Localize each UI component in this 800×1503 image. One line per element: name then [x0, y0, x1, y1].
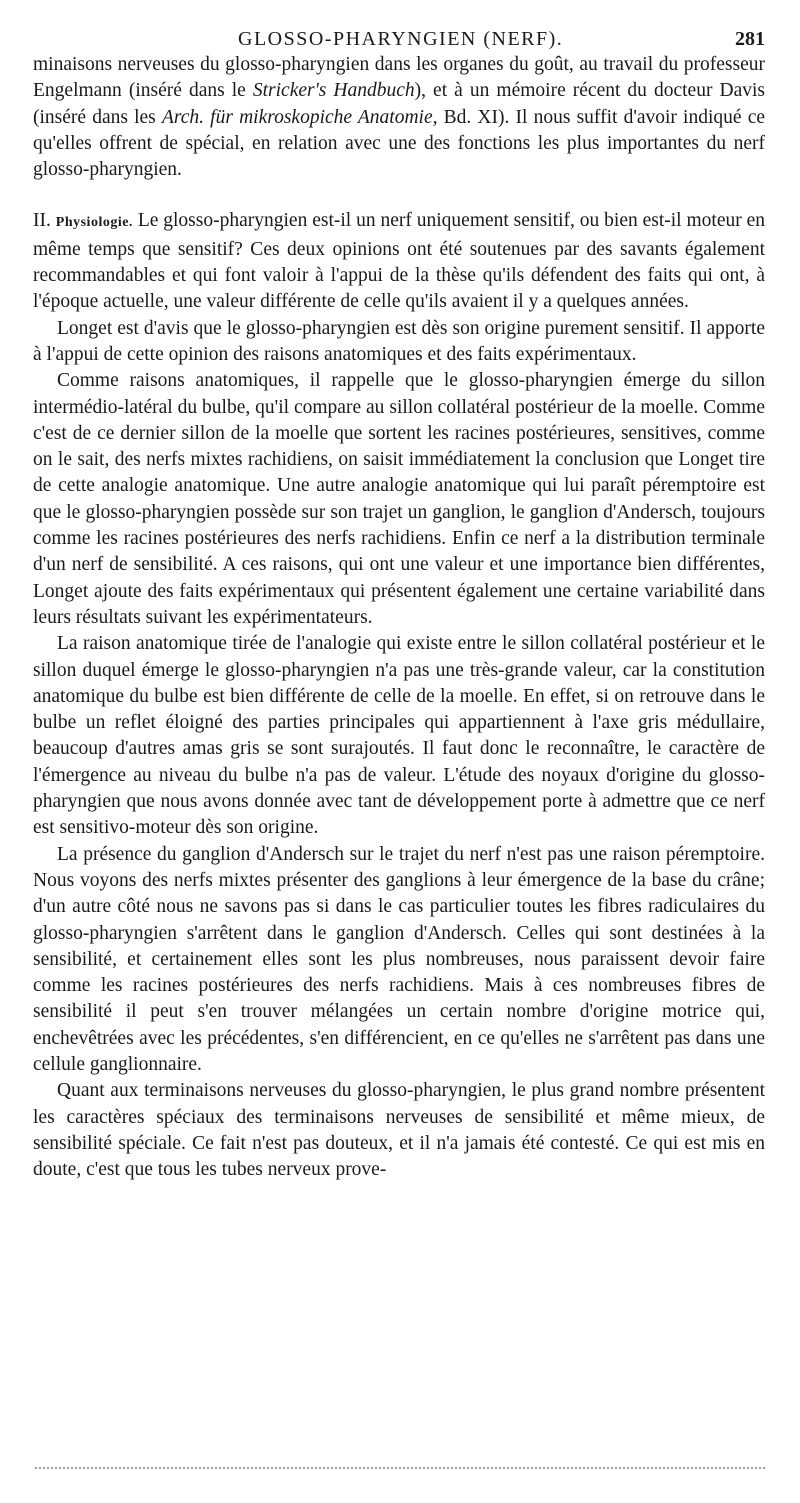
- intro-paragraph: [33, 52, 765, 183]
- section-number: II.: [33, 210, 51, 232]
- paragraph-raison-anatomique-sillon: La raison anatomique tirée de l'analogie qui existe entre le sillon collatéral postérieur et le sillon duquel émerge le glosso-pharyngien n'a pas une très-grande valeur, car la constitution anatomique du bulbe est bien différente de celle de la moelle. En effet, si on retrouve dans le bulbe un reflet éloigné des parties principales qui appartiennent à l'axe gris médullaire, beaucoup d'autres amas gris se sont surajoutés. Il faut donc le reconnaître, le caractère de l'émergence au niveau du bulbe n'a pas de valeur. L'étude des noyaux d'origine du glosso-pharyngien que nous avons donnée avec tant de développement porte à admettre que ce nerf est sensitivo-moteur dès son origine.: [33, 633, 765, 839]
- section-physiologie-opening: [33, 208, 765, 315]
- paragraph-ganglion-andersch: La présence du ganglion d'Andersch sur le trajet du nerf n'est pas une raison péremptoire. Nous voyons des nerfs mixtes présenter des ganglions à leur émergence de la base du crâne; d'un autre côté nous ne savons pas si dans le cas particulier toutes les fibres radiculaires du glosso-pharyngien s'arrêtent dans le ganglion d'Andersch. Celles qui sont destinées à la sensibilité, et certainement elles sont les plus nombreuses, nous paraissent devoir faire comme les racines postérieures des nerfs rachidiens. Mais à ces nombreuses fibres de sensibilité il peut s'en trouver mélangées un certain nombre d'origine motrice qui, enchevêtrées avec les précédentes, s'en différencient, en ce qu'elles ne s'arrêtent pas dans une cellule ganglionnaire.: [33, 843, 765, 1075]
- intro-citation-arch: Arch. für mikroskopiche Anatomie,: [161, 106, 438, 128]
- book-page: [33, 22, 765, 1183]
- running-head: [33, 22, 765, 52]
- paragraph-longet-avis: Longet est d'avis que le glosso-pharyngien est dès son origine purement sensitif. Il apporte à l'appui de cette opinion des raisons anatomiques et des faits expérimentaux.: [33, 317, 765, 365]
- footer-dotted-rule: [35, 1467, 765, 1469]
- running-title: GLOSSO-PHARYNGIEN (NERF).: [238, 28, 564, 50]
- section-title: Physiologie.: [55, 215, 133, 231]
- intro-text-c: Bd. XI). Il nous suffit d'avoir indiqué ce qu'elles offrent de spécial, en relation avec une des fonctions les plus importantes du nerf glosso-pharyngien.: [33, 106, 766, 181]
- paragraph-terminaisons-nerveuses: Quant aux terminaisons nerveuses du glosso-pharyngien, le plus grand nombre présentent les caractères spéciaux des terminaisons nerveuses de sensibilité et même mieux, de sensibilité spéciale. Ce fait n'est pas douteux, et il n'a jamais été contesté. Ce qui est mis en doute, c'est que tous les tubes nerveux prove-: [33, 1080, 765, 1181]
- intro-text-b: ), et à un mémoire récent du docteur Davis (inséré dans les: [33, 80, 765, 128]
- intro-citation-stricker: Stricker's Handbuch: [252, 80, 415, 102]
- intro-text-a: minaisons nerveuses du glosso-pharyngien dans les organes du goût, au travail du professeur Engelmann (inséré dans le: [33, 54, 765, 102]
- paragraph-raisons-anatomiques: Comme raisons anatomiques, il rappelle que le glosso-pharyngien émerge du sillon intermédio-latéral du bulbe, qu'il compare au sillon collatéral postérieur de la moelle. Comme c'est de ce dernier sillon de la moelle que sortent les racines postérieures, sensitives, comme on le sait, des nerfs mixtes rachidiens, on saisit immédiatement la conclusion que Longet tire de cette analogie anatomique. Une autre analogie anatomique qui lui paraît péremptoire est que le glosso-pharyngien possède sur son trajet un ganglion, le ganglion d'Andersch, toujours comme les racines postérieures des nerfs rachidiens. Enfin ce nerf a la distribution terminale d'un nerf de sensibilité. A ces raisons, qui ont une valeur et une importance bien différentes, Longet ajoute des faits expérimentaux qui présentent également une certaine variabilité dans leurs résultats suivant les expérimentateurs.: [33, 370, 765, 628]
- page-number: 281: [735, 28, 765, 50]
- section-first-text: Le glosso-pharyngien est-il un nerf uniquement sensitif, ou bien est-il moteur en même temps que sensitif? Ces deux opinions ont été soutenues par des savants également recommandables et qui font valoir à l'appui de la thèse qu'ils défendent des faits qui ont, à l'époque actuelle, une valeur différente de celle qu'ils avaient il y a quelques années.: [33, 210, 766, 313]
